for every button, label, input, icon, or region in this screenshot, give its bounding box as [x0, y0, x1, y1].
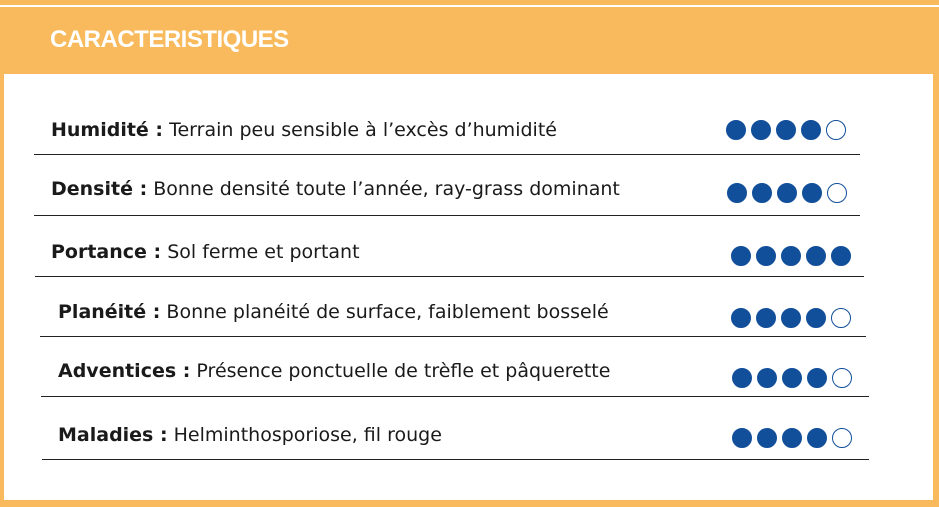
rating-dots	[731, 246, 851, 266]
section-title: CARACTERISTIQUES	[50, 26, 289, 53]
filled-dot-icon	[781, 308, 801, 328]
filled-dot-icon	[756, 308, 776, 328]
row-divider	[35, 276, 864, 277]
filled-dot-icon	[757, 428, 777, 448]
row-label: Maladies :	[58, 424, 168, 446]
row-description: Bonne planéité de surface, faiblement bosselé	[166, 301, 609, 323]
row-description: Sol ferme et portant	[167, 241, 360, 263]
top-divider	[0, 5, 939, 7]
rating-dots	[731, 308, 851, 328]
row-text	[51, 119, 557, 141]
filled-dot-icon	[807, 368, 827, 388]
row-description: Terrain peu sensible à l’excès d’humidité	[169, 119, 557, 141]
rating-dots	[732, 368, 852, 388]
filled-dot-icon	[732, 368, 752, 388]
row-label: Adventices :	[58, 360, 191, 382]
filled-dot-icon	[831, 246, 851, 266]
row-divider	[41, 396, 869, 397]
filled-dot-icon	[726, 120, 746, 140]
filled-dot-icon	[806, 308, 826, 328]
filled-dot-icon	[807, 428, 827, 448]
filled-dot-icon	[751, 120, 771, 140]
filled-dot-icon	[757, 368, 777, 388]
row-description: Helminthosporiose, fil rouge	[173, 424, 442, 446]
filled-dot-icon	[731, 246, 751, 266]
filled-dot-icon	[756, 246, 776, 266]
row-description: Bonne densité toute l’année, ray-grass dominant	[153, 178, 620, 200]
filled-dot-icon	[776, 120, 796, 140]
filled-dot-icon	[782, 368, 802, 388]
row-label: Densité :	[51, 178, 148, 200]
row-divider	[40, 336, 866, 337]
row-text	[51, 241, 360, 263]
row-divider	[34, 215, 860, 216]
filled-dot-icon	[802, 183, 822, 203]
filled-dot-icon	[801, 120, 821, 140]
filled-dot-icon	[777, 183, 797, 203]
empty-dot-icon	[826, 120, 846, 140]
empty-dot-icon	[832, 428, 852, 448]
row-divider	[34, 154, 860, 155]
row-description: Présence ponctuelle de trèfle et pâquerette	[196, 360, 611, 382]
row-text	[51, 178, 620, 200]
empty-dot-icon	[831, 308, 851, 328]
filled-dot-icon	[781, 246, 801, 266]
rating-dots	[726, 120, 846, 140]
rating-dots	[732, 428, 852, 448]
row-divider	[42, 459, 869, 460]
row-text	[58, 424, 442, 446]
filled-dot-icon	[731, 308, 751, 328]
filled-dot-icon	[806, 246, 826, 266]
filled-dot-icon	[782, 428, 802, 448]
row-label: Portance :	[51, 241, 162, 263]
row-text	[58, 301, 609, 323]
filled-dot-icon	[732, 428, 752, 448]
characteristics-panel	[4, 74, 933, 500]
row-label: Planéité :	[58, 301, 161, 323]
filled-dot-icon	[727, 183, 747, 203]
row-label: Humidité :	[51, 119, 164, 141]
row-text	[58, 360, 610, 382]
filled-dot-icon	[752, 183, 772, 203]
empty-dot-icon	[827, 183, 847, 203]
rating-dots	[727, 183, 847, 203]
empty-dot-icon	[832, 368, 852, 388]
